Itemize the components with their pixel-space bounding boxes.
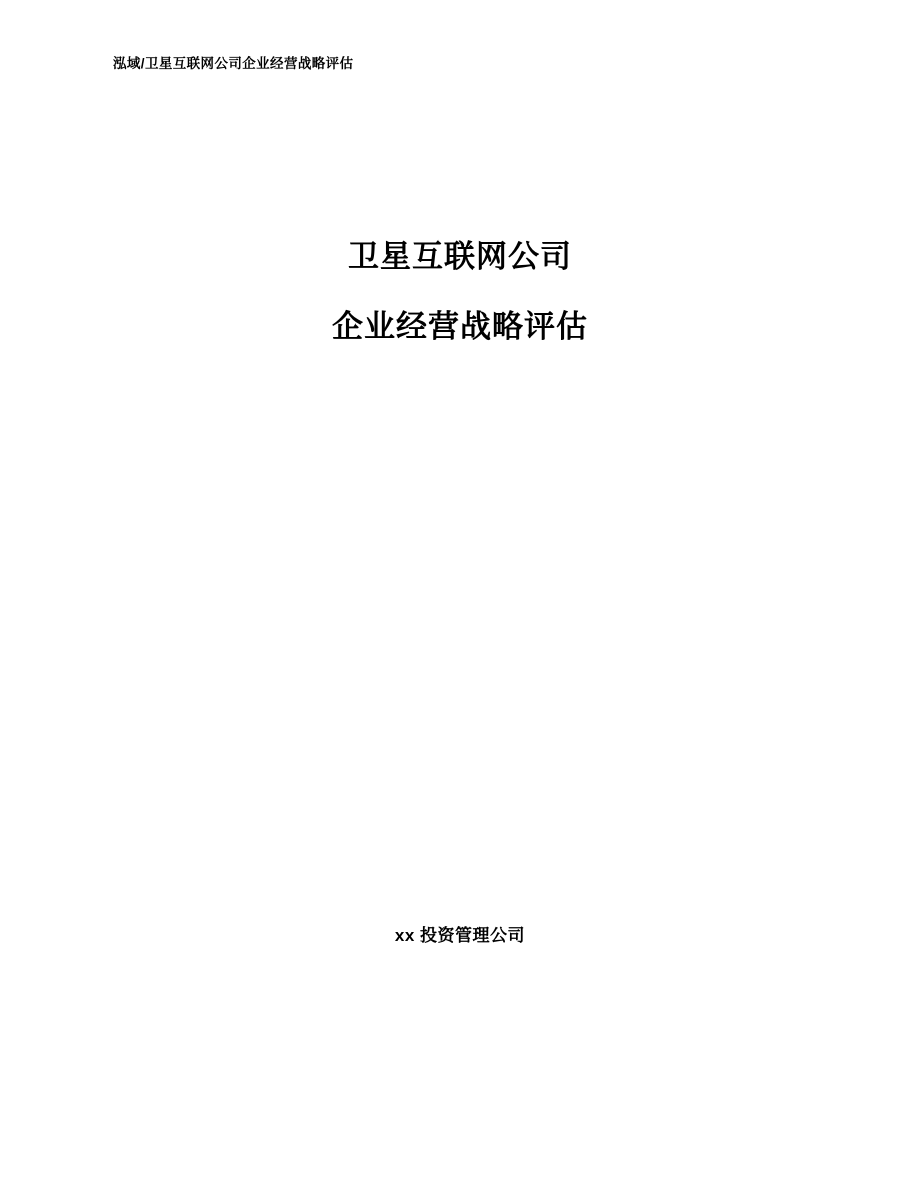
page-title-line-1: 卫星互联网公司 [348, 239, 572, 274]
document-footer-block [0, 921, 920, 946]
publisher-name: xx 投资管理公司 [394, 926, 526, 945]
page-title-line-2: 企业经营战略评估 [332, 309, 588, 344]
document-header: 泓域/卫星互联网公司企业经营战略评估 [113, 56, 354, 71]
document-title-block [0, 222, 920, 362]
